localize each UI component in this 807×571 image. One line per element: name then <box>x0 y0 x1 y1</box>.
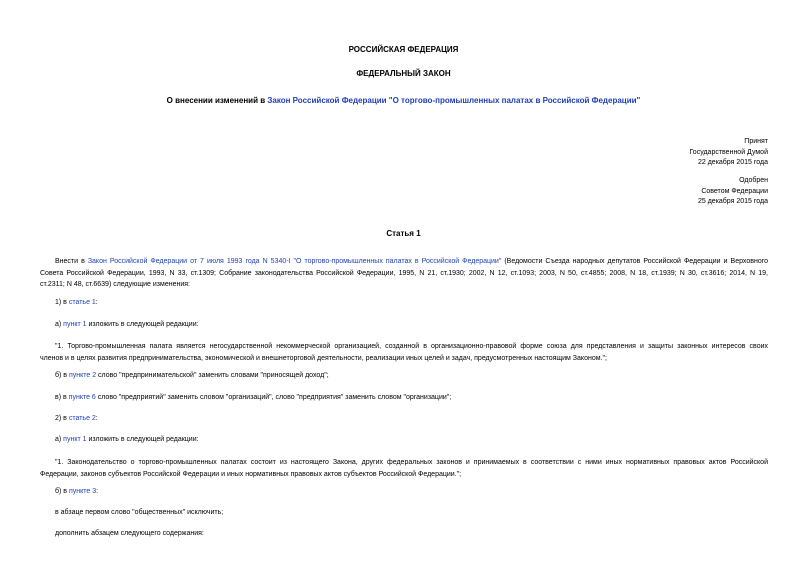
quote-2-line-1: "1. Законодательство о торгово-промышленных палатах состоит из настоящего Закона, других федеральных законов и принимаемых в соответствии с ними иных нормативных правовых актов Российской <box>55 459 768 466</box>
point-6-link[interactable]: пункте 6 <box>68 394 96 401</box>
item-1-v: в) в пункте 6 слово "предприятий" заменить словом "организаций", слово "предприятия" заменить словом "организации"; <box>55 394 452 401</box>
point-1-link-2[interactable]: пункт 1 <box>63 436 87 443</box>
law-title <box>0 96 807 106</box>
point-1-link[interactable]: пункт 1 <box>63 321 87 328</box>
law-title-link[interactable]: Закон Российской Федерации "О торгово-промышленных палатах в Российской Федерации" <box>267 96 641 105</box>
item-1-a: а) пункт 1 изложить в следующей редакции: <box>55 321 199 328</box>
accepted-line-2: Государственной Думой <box>689 148 768 156</box>
country-heading: РОССИЙСКАЯ ФЕДЕРАЦИЯ <box>348 45 459 54</box>
quote-1-line-2: членов и в целях развития предпринимательства, экономической и внешнеторговой деятельности, реализации иных целей и задач, предусмотренных настоящим Законом."; <box>40 354 607 362</box>
article-1-link[interactable]: статье 1 <box>68 299 96 306</box>
article-heading: Статья 1 <box>386 229 421 238</box>
article-2-link[interactable]: статье 2 <box>68 415 96 422</box>
item-2: 2) в статье 2: <box>55 415 98 422</box>
item-2-b: б) в пункте 3: <box>55 488 99 495</box>
intro-paragraph <box>40 256 768 291</box>
quote-1 <box>40 341 768 364</box>
intro-line-2: Совета Российской Федерации, 1993, N 33, ст.1309; Собрание законодательства Российской Федерации, 1995, N 21, ст.1930; 2002, N 12, ст.1093; 2003, N 50, ст.4855; 2008, N 18, ст.1939; N 30, ст.3616; 2014, N 19, <box>40 269 768 277</box>
item-2-b-para-2: дополнить абзацем следующего содержания: <box>55 530 204 537</box>
approved-line-2: Советом Федерации <box>701 187 768 195</box>
item-2-b-para-1: в абзаце первом слово "общественных" исключить; <box>55 509 224 516</box>
quote-1-line-1: "1. Торгово-промышленная палата является негосударственной некоммерческой организацией, созданной в организационно-правовой форме союза для представления и защиты законных интересов своих <box>55 343 768 350</box>
accepted-line-3: 22 декабря 2015 года <box>697 159 768 166</box>
item-1-b: б) в пункте 2 слово "предпринимательской" заменить словами "приносящей доход"; <box>55 372 329 379</box>
quote-2-line-2: Федерации, законов субъектов Российской Федерации и иных нормативных правовых актов субъектов Российской Федерации."; <box>40 470 462 478</box>
point-3-link[interactable]: пункте 3 <box>68 488 97 495</box>
intro-line-1: Внести в Закон Российской Федерации от 7 июля 1993 года N 5340-I "О торгово-промышленных палатах в Российской Федерации" (Ведомости Съезда народных депутатов Российской Федерации и Верховного <box>55 258 769 265</box>
approved-block <box>560 176 768 208</box>
intro-line-3: ст.2311; N 48, ст.6639) следующие изменения: <box>40 281 190 288</box>
law-title-prefix: О внесении изменений в <box>166 96 268 105</box>
approved-line-1: Одобрен <box>739 177 768 184</box>
accepted-block <box>560 137 768 169</box>
point-2-link[interactable]: пункте 2 <box>68 372 97 379</box>
item-2-a: а) пункт 1 изложить в следующей редакции: <box>55 436 199 443</box>
doc-type-heading: ФЕДЕРАЛЬНЫЙ ЗАКОН <box>356 69 451 78</box>
approved-line-3: 25 декабря 2015 года <box>697 198 768 205</box>
item-1: 1) в статье 1: <box>55 299 98 306</box>
quote-2 <box>40 457 768 480</box>
accepted-line-1: Принят <box>744 138 768 145</box>
law-reference-link[interactable]: Закон Российской Федерации от 7 июля 1993 года N 5340-I "О торгово-промышленных палатах в Российской Федерации" <box>87 258 502 265</box>
